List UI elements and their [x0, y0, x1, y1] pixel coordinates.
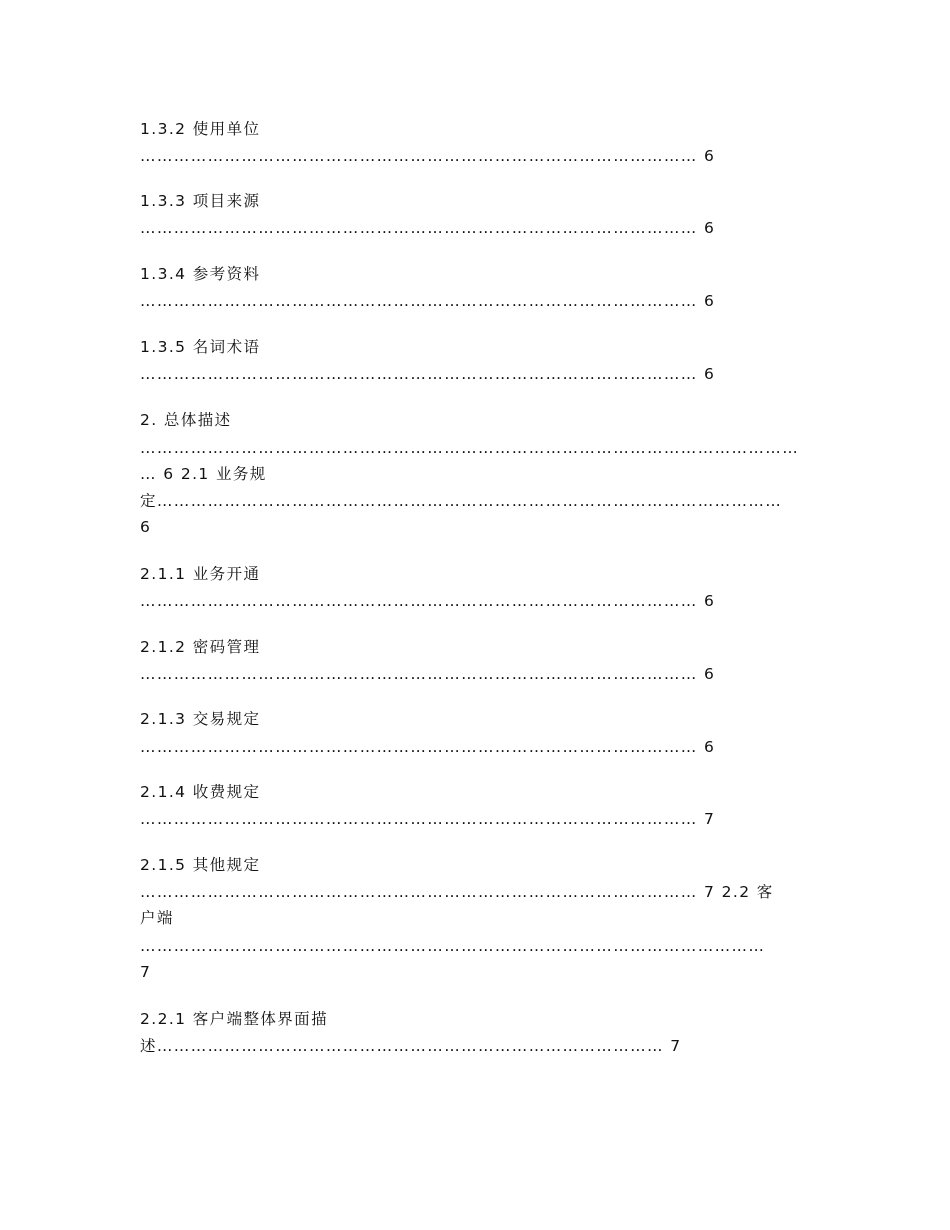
toc-heading-2-1-3: 2.1.3 交易规定	[140, 710, 261, 728]
toc-heading-1-3-5: 1.3.5 名词术语	[140, 338, 261, 356]
toc-wrapped-line: 户端	[140, 909, 174, 927]
toc-leader-line: ……………………………………………………………………………………… 6	[140, 592, 716, 610]
toc-leader-line: ……………………………………………………………………………………… 6	[140, 665, 716, 683]
toc-heading-2-2-1: 2.2.1 客户端整体界面描	[140, 1010, 328, 1028]
toc-leader-line: ……………………………………………………………………………………… 7	[140, 810, 716, 828]
toc-leader-line: ……………………………………………………………………………………… 6	[140, 219, 716, 237]
toc-leader-line: ……………………………………………………………………………………… 6	[140, 147, 716, 165]
toc-page-number: 7	[140, 963, 152, 981]
toc-heading-2-1-2: 2.1.2 密码管理	[140, 638, 261, 656]
toc-heading-2: 2. 总体描述	[140, 411, 232, 429]
toc-heading-2-1-1: 2.1.1 业务开通	[140, 565, 261, 583]
toc-heading-2-1-5: 2.1.5 其他规定	[140, 856, 261, 874]
toc-page-number: 6	[140, 518, 152, 536]
toc-heading-1-3-2: 1.3.2 使用单位	[140, 120, 261, 138]
toc-heading-1-3-3: 1.3.3 项目来源	[140, 192, 261, 210]
toc-wrapped-line: … 6 2.1 业务规	[140, 465, 267, 483]
toc-leader-line: …………………………………………………………………………………………………	[140, 937, 766, 955]
toc-leader-line: ………………………………………………………………………………………………………	[140, 439, 800, 457]
toc-heading-2-1-4: 2.1.4 收费规定	[140, 783, 261, 801]
toc-wrapped-line: 定…………………………………………………………………………………………………	[140, 492, 783, 510]
toc-wrapped-line: 述……………………………………………………………………………… 7	[140, 1037, 682, 1055]
toc-leader-line: ……………………………………………………………………………………… 6	[140, 292, 716, 310]
toc-leader-line: ……………………………………………………………………………………… 6	[140, 365, 716, 383]
toc-heading-1-3-4: 1.3.4 参考资料	[140, 265, 261, 283]
toc-leader-line: ……………………………………………………………………………………… 6	[140, 738, 716, 756]
toc-wrapped-line: ……………………………………………………………………………………… 7 2.2 客	[140, 883, 774, 901]
